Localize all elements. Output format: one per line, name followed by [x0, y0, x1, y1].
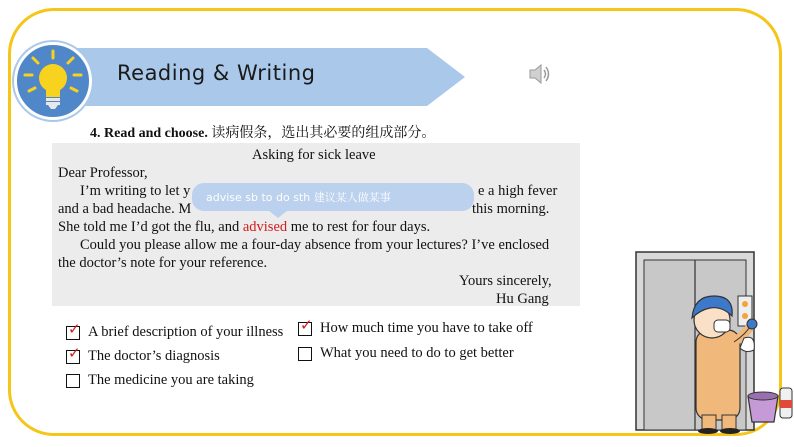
option-medicine[interactable]	[66, 372, 254, 389]
vocabulary-tooltip: advise sb to do sth 建议某人做某事	[192, 183, 474, 211]
question-instruction: 读病假条，选出其必要的组成部分。	[211, 126, 436, 141]
cleaner-illustration	[630, 250, 794, 435]
page-title: Reading & Writing	[117, 61, 316, 85]
letter-closing: Yours sincerely,	[459, 273, 552, 289]
option-get-better[interactable]	[298, 345, 514, 362]
letter-line: this morning.	[472, 201, 550, 217]
option-label: A brief description of your illness	[88, 324, 284, 340]
letter-text: me to rest for four days.	[287, 219, 431, 235]
option-time-off[interactable]	[298, 315, 533, 337]
checkmark-icon: ✓	[300, 315, 313, 334]
checkmark-icon: ✓	[68, 343, 81, 362]
highlighted-word: advised	[242, 219, 288, 235]
option-label: The doctor’s diagnosis	[88, 348, 220, 364]
sick-leave-letter	[52, 143, 580, 306]
checkbox-checked[interactable]	[298, 315, 313, 336]
letter-text: She told me I’d got the flu, and	[58, 219, 243, 235]
question-heading	[90, 122, 435, 142]
checkbox-unchecked[interactable]	[66, 374, 80, 388]
checkmark-icon: ✓	[68, 319, 81, 338]
checkbox-checked[interactable]	[66, 343, 81, 364]
letter-title: Asking for sick leave	[252, 147, 376, 163]
option-illness-description[interactable]	[66, 319, 284, 341]
letter-line: and a bad headache. M	[58, 201, 192, 217]
option-label: The medicine you are taking	[88, 372, 254, 388]
letter-line: e a high fever	[478, 183, 558, 199]
speaker-icon[interactable]	[527, 62, 553, 91]
tooltip-tail	[268, 210, 288, 218]
lightbulb-icon	[14, 42, 92, 120]
question-number: 4. Read and choose.	[90, 126, 208, 141]
letter-line	[58, 218, 430, 236]
checkbox-unchecked[interactable]	[298, 347, 312, 361]
letter-signature: Hu Gang	[496, 291, 549, 307]
option-label: How much time you have to take off	[320, 320, 533, 336]
checkbox-checked[interactable]	[66, 319, 81, 340]
option-doctor-diagnosis[interactable]	[66, 343, 220, 365]
letter-line: Could you please allow me a four-day absence from your lectures? I’ve enclosed	[80, 237, 550, 253]
option-label: What you need to do to get better	[320, 345, 514, 361]
letter-line: I’m writing to let y	[80, 183, 191, 199]
letter-greeting: Dear Professor,	[58, 165, 148, 181]
section-banner	[22, 48, 442, 108]
letter-line: the doctor’s note for your reference.	[58, 255, 268, 271]
banner-arrow	[427, 48, 465, 106]
